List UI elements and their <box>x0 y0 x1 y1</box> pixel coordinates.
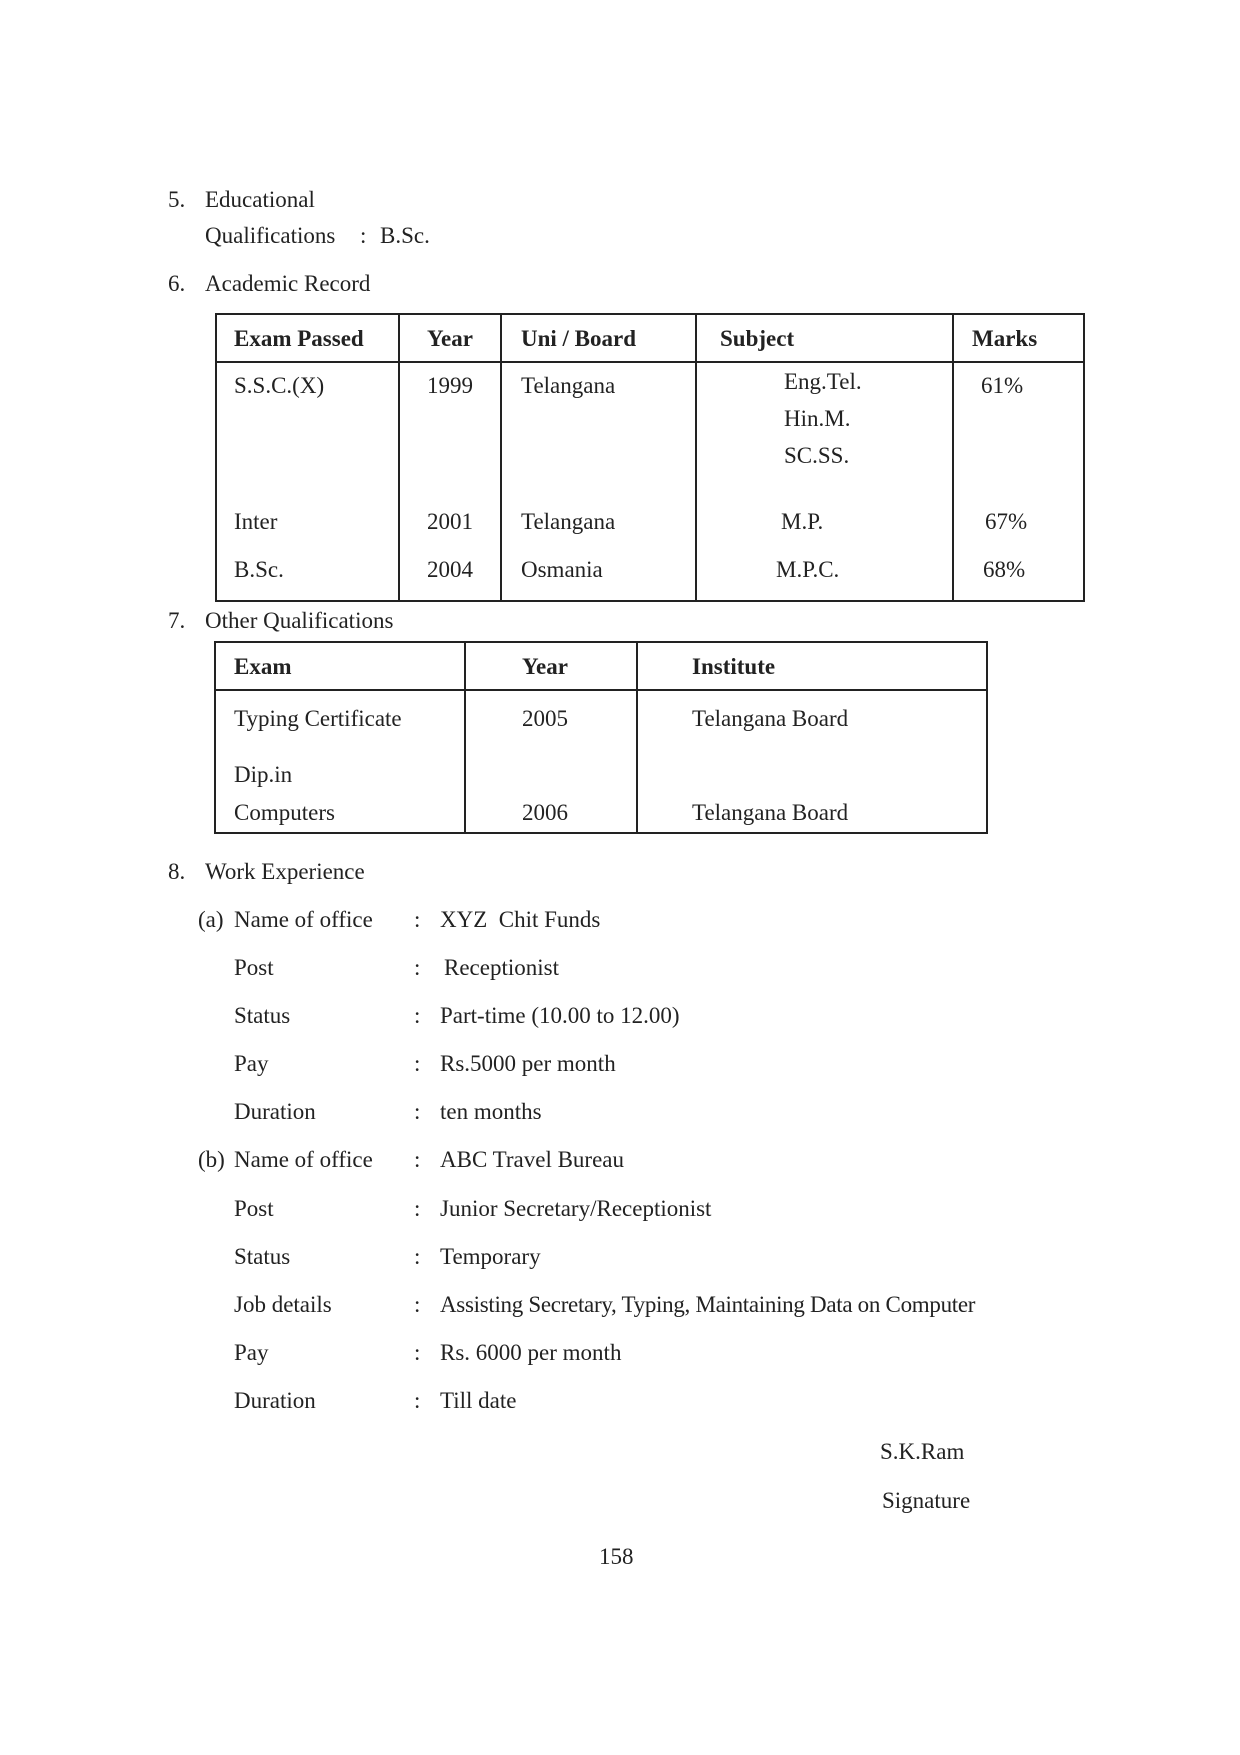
row3-year: 2004 <box>427 557 473 582</box>
job-b-value-duration: Till date <box>440 1388 517 1413</box>
section-5-number: 5. <box>168 187 186 212</box>
qualifications-value: B.Sc. <box>380 223 430 248</box>
table-header-row <box>215 642 987 690</box>
job-b-label-duration: Duration <box>234 1388 316 1413</box>
job-b-value-office: ABC Travel Bureau <box>440 1147 624 1172</box>
job-a-label-duration: Duration <box>234 1099 316 1124</box>
row3-marks: 68% <box>983 557 1026 582</box>
other-row2-exam-line2: Computers <box>234 800 335 825</box>
job-a-label-post: Post <box>234 955 274 980</box>
job-b-label-post: Post <box>234 1196 274 1221</box>
job-a-label-status: Status <box>234 1003 291 1028</box>
job-a-value-post: Receptionist <box>444 955 559 980</box>
job-b-value-post: Junior Secretary/Receptionist <box>440 1196 712 1221</box>
row3-board: Osmania <box>521 557 603 582</box>
header-year: Year <box>465 642 637 690</box>
other-row1-year: 2005 <box>522 706 568 731</box>
row2-year: 2001 <box>427 509 473 534</box>
section-8-number: 8. <box>168 859 186 884</box>
table-row <box>216 546 1084 601</box>
colon: : <box>414 1003 421 1028</box>
header-year: Year <box>399 314 501 362</box>
signature-name: S.K.Ram <box>880 1439 965 1464</box>
header-uni-board: Uni / Board <box>501 314 696 362</box>
row2-exam: Inter <box>234 509 278 534</box>
job-a-value-office: XYZ Chit Funds <box>440 907 601 932</box>
educational-label: Educational <box>205 187 315 212</box>
other-qualifications-table <box>214 641 988 834</box>
colon: : <box>414 1099 421 1124</box>
row3-exam: B.Sc. <box>234 557 284 582</box>
header-subject: Subject <box>696 314 953 362</box>
academic-record-title: Academic Record <box>205 271 371 296</box>
job-a-value-status: Part-time (10.00 to 12.00) <box>440 1003 680 1028</box>
table-row <box>216 498 1084 546</box>
row1-exam: S.S.C.(X) <box>234 373 325 398</box>
job-b-value-pay: Rs. 6000 per month <box>440 1340 622 1365</box>
colon: : <box>414 1388 421 1413</box>
other-row2-year: 2006 <box>522 800 568 825</box>
other-row1-exam: Typing Certificate <box>234 706 402 731</box>
row1-subject-1: Eng.Tel. <box>784 369 862 394</box>
row1-board: Telangana <box>521 373 616 398</box>
section-7-number: 7. <box>168 608 186 633</box>
row2-marks: 67% <box>985 509 1028 534</box>
job-b-label-job-details: Job details <box>234 1292 332 1317</box>
academic-record-table <box>215 313 1085 602</box>
header-marks: Marks <box>953 314 1084 362</box>
table-header-row <box>216 314 1084 362</box>
other-row2-exam-line1: Dip.in <box>234 762 293 787</box>
colon: : <box>414 1340 421 1365</box>
job-a-label-pay: Pay <box>234 1051 269 1076</box>
row1-year: 1999 <box>427 373 473 398</box>
colon: : <box>414 1292 421 1317</box>
colon: : <box>414 955 421 980</box>
row2-subject: M.P. <box>781 509 824 534</box>
row1-subjects <box>697 363 952 474</box>
colon: : <box>414 907 421 932</box>
row1-marks: 61% <box>981 373 1024 398</box>
job-a-value-pay: Rs.5000 per month <box>440 1051 616 1076</box>
job-b-label-office: Name of office <box>234 1147 373 1172</box>
job-b-value-job-details: Assisting Secretary, Typing, Maintaining Data on Computer <box>440 1292 976 1317</box>
work-experience-title: Work Experience <box>205 859 365 884</box>
header-exam-passed: Exam Passed <box>216 314 399 362</box>
row1-subject-2: Hin.M. <box>784 406 851 431</box>
colon: : <box>414 1051 421 1076</box>
job-b-label-pay: Pay <box>234 1340 269 1365</box>
job-a-label-office: Name of office <box>234 907 373 932</box>
section-6-number: 6. <box>168 271 186 296</box>
row1-subject-3: SC.SS. <box>784 443 850 468</box>
colon: : <box>414 1244 421 1269</box>
header-exam: Exam <box>215 642 465 690</box>
table-row <box>215 690 987 732</box>
other-qualifications-title: Other Qualifications <box>205 608 394 633</box>
table-row <box>216 362 1084 498</box>
job-a-marker: (a) <box>198 907 224 932</box>
qualifications-label: Qualifications <box>205 223 336 248</box>
header-institute: Institute <box>637 642 987 690</box>
row3-subject: M.P.C. <box>776 557 840 582</box>
colon: : <box>414 1196 421 1221</box>
qualifications-colon: : <box>360 223 367 248</box>
page-number: 158 <box>599 1544 634 1569</box>
other-row2-institute: Telangana Board <box>692 800 849 825</box>
table-row <box>215 732 987 833</box>
colon: : <box>414 1147 421 1172</box>
job-b-label-status: Status <box>234 1244 291 1269</box>
row2-board: Telangana <box>521 509 616 534</box>
job-b-value-status: Temporary <box>440 1244 541 1269</box>
signature-label: Signature <box>882 1488 971 1513</box>
job-a-value-duration: ten months <box>440 1099 542 1124</box>
job-b-marker: (b) <box>198 1147 225 1172</box>
other-row1-institute: Telangana Board <box>692 706 849 731</box>
